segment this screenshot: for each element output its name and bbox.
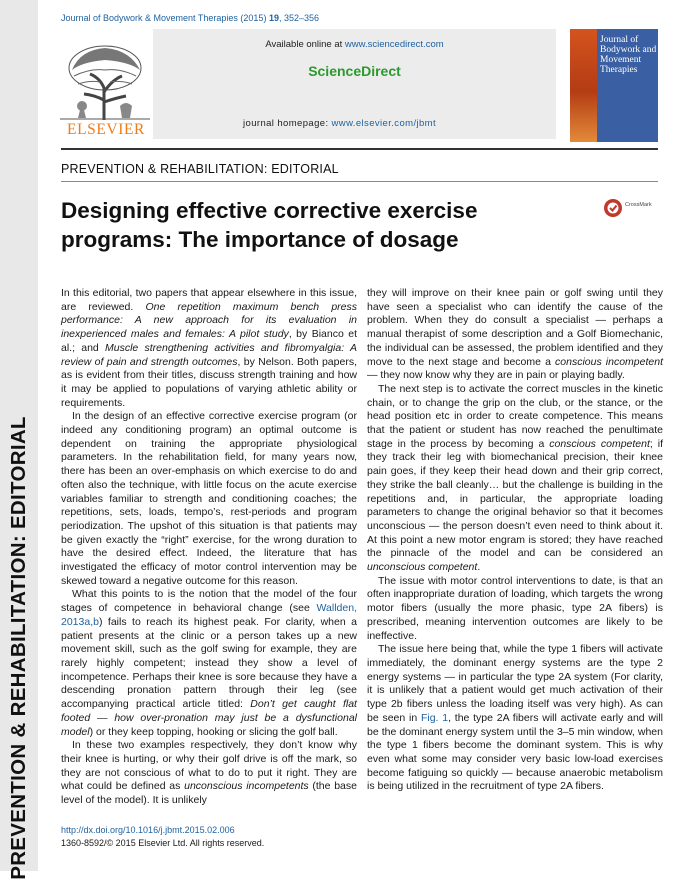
citation-volume: 19 <box>268 13 279 23</box>
body-paragraph: In these two examples respectively, they don’t know why their knee is hurting, or why their golf drive is off the mark, so they are not conscious of what to do to put it right. They are what could be defined as unconscious incompetents (the base level of the model). It is unlikely <box>61 739 357 807</box>
cover-title: Journal of Bodywork and Movement Therapies <box>600 35 657 75</box>
crossmark-label: CrossMark <box>625 202 652 208</box>
homepage-prefix: journal homepage: <box>243 118 332 129</box>
journal-homepage <box>243 118 436 129</box>
journal-header-box <box>153 29 556 139</box>
section-rule <box>61 181 658 182</box>
body-paragraph: In the design of an effective corrective exercise program (or indeed any conditioning program) an optimal outcome is dependent on training the appropriate physiological parameters. In the rehabilitation field, for many years now, there has been an over-emphasis on which exercise to do and often also the technique, with little focus on the acute exercise variables familiar to strength and conditioning coaches; the repetitions, sets, loads, tempo’s, rest-periods and program periodization. The upshot of this situation is that patients may be given exactly the “right” exercise, for the wrong duration to have the desired effect. Indeed, the literature that has investigated the efficacy of motor control intervention may be skewed toward a negative outcome for this reason. <box>61 410 357 587</box>
crossmark-icon[interactable] <box>603 198 623 218</box>
publisher-logo-text: ELSEVIER <box>67 121 145 138</box>
copyright: 1360-8592/© 2015 Elsevier Ltd. All rights reserved. <box>61 838 265 848</box>
sidebar <box>0 0 38 880</box>
sciencedirect-logo: ScienceDirect <box>308 63 401 79</box>
reference-link[interactable]: Fig. 1 <box>420 711 449 724</box>
header-rule <box>61 148 658 150</box>
homepage-link[interactable]: www.elsevier.com/jbmt <box>331 118 437 129</box>
journal-citation[interactable] <box>61 13 319 23</box>
body-paragraph: The issue here being that, while the type 1 fibers will activate immediately, the dominant energy systems are the type 2 energy systems — in particular the type 2A system (For clarity, it is unlikely that a patient would get much activation of their type 2b fibers unless the loading itself was very high). As can be seen in Fig. 1, the type 2A fibers will activate early and will be the dominant energy system until the 3–5 min window, when the type 1 fibers become the dominant system. This is why even what some may consider very basic low-load exercises become fatiguing so quickly — because anaerobic metabolism is being utilized in the recruitment of type 2A fibers. <box>367 643 663 793</box>
sciencedirect-link[interactable]: www.sciencedirect.com <box>344 39 444 50</box>
citation-prefix: Journal of Bodywork & Movement Therapies (2015) <box>61 13 269 23</box>
cover-image <box>570 29 597 142</box>
body-column-right <box>367 287 663 794</box>
citation-pages: , 352–356 <box>278 13 319 23</box>
body-paragraph: they will improve on their knee pain or golf swing until they have seen a specialist who can identify the cause of the problem. When they do consult a specialist — perhaps a manual therapist of some description and a Golf Biomechanic, the individual can be assessed, the problem identified and they move to the next stage and become a conscious incompetent — they now know why they are in pain or playing badly. <box>367 287 663 382</box>
sidebar-label: PREVENTION & REHABILITATION: EDITORIAL <box>7 416 30 880</box>
body-paragraph: The issue with motor control interventions to date, is that an often inappropriate duration of loading, which targets the wrong motor fibers (usually the more phasic, type 2A fibers) is prescribed, meaning intervention outcomes are likely to be ineffective. <box>367 574 663 642</box>
available-prefix: Available online at <box>265 39 345 50</box>
doi-link[interactable]: http://dx.doi.org/10.1016/j.jbmt.2015.02.006 <box>61 825 235 835</box>
available-online <box>153 39 556 50</box>
body-column-left <box>61 287 357 808</box>
section-label: PREVENTION & REHABILITATION: EDITORIAL <box>61 162 339 176</box>
reference-link[interactable]: Wallden, 2013a,b <box>61 602 357 628</box>
body-paragraph: What this points to is the notion that the model of the four stages of competence in behavioral change (see Wallden, 2013a,b) fails to reach its highest peak. For clarity, when a patient presents at the clinic or a person takes up a new movement skill, such as the golf swing for example, they are rarely highly competent; instead they show a level of incompetence. Perhaps their knee is sore because they have a descending pronation pattern through their leg (see accompanying practical article titled: Don’t get caught flat footed — how over-pronation may just be a dysfunctional model) or they keep topping, hooking or slicing the golf ball. <box>61 588 357 738</box>
article-title: Designing effective corrective exercise programs: The importance of dosage <box>61 198 478 252</box>
body-paragraph: The next step is to activate the correct muscles in the kinetic chain, or to change the grip on the club, or the stance, or the head position etc in order to create competence. This means that the patient or student has now reached the penultimate stage in the process by becoming a conscious competent; if they track their leg with biomechanical precision, their knee pain goes, if they keep their head down and their grip correct, they strike the ball cleanly… but the challenge is building in the repetitions and, in particular, the appropriate loading parameters to change the original behavior so that it becomes unconscious — the person doesn’t even need to think about it. At this point a new motor engram is stored; they have reached the pinnacle of the model and can be considered an unconscious competent. <box>367 382 663 574</box>
body-paragraph: In this editorial, two papers that appear elsewhere in this issue, are reviewed. One repetition maximum bench press performance: A new approach for its evaluation in inexperienced males and females: A pilot study, by Bianco et al.; and Muscle strengthening activities and fibromyalgia: A review of pain and strength outcomes, by Nelson. Both papers, as is evident from their titles, discuss strength training and how it may be applied to populations of varying athletic ability or requirements. <box>61 287 357 409</box>
journal-cover <box>570 29 658 142</box>
